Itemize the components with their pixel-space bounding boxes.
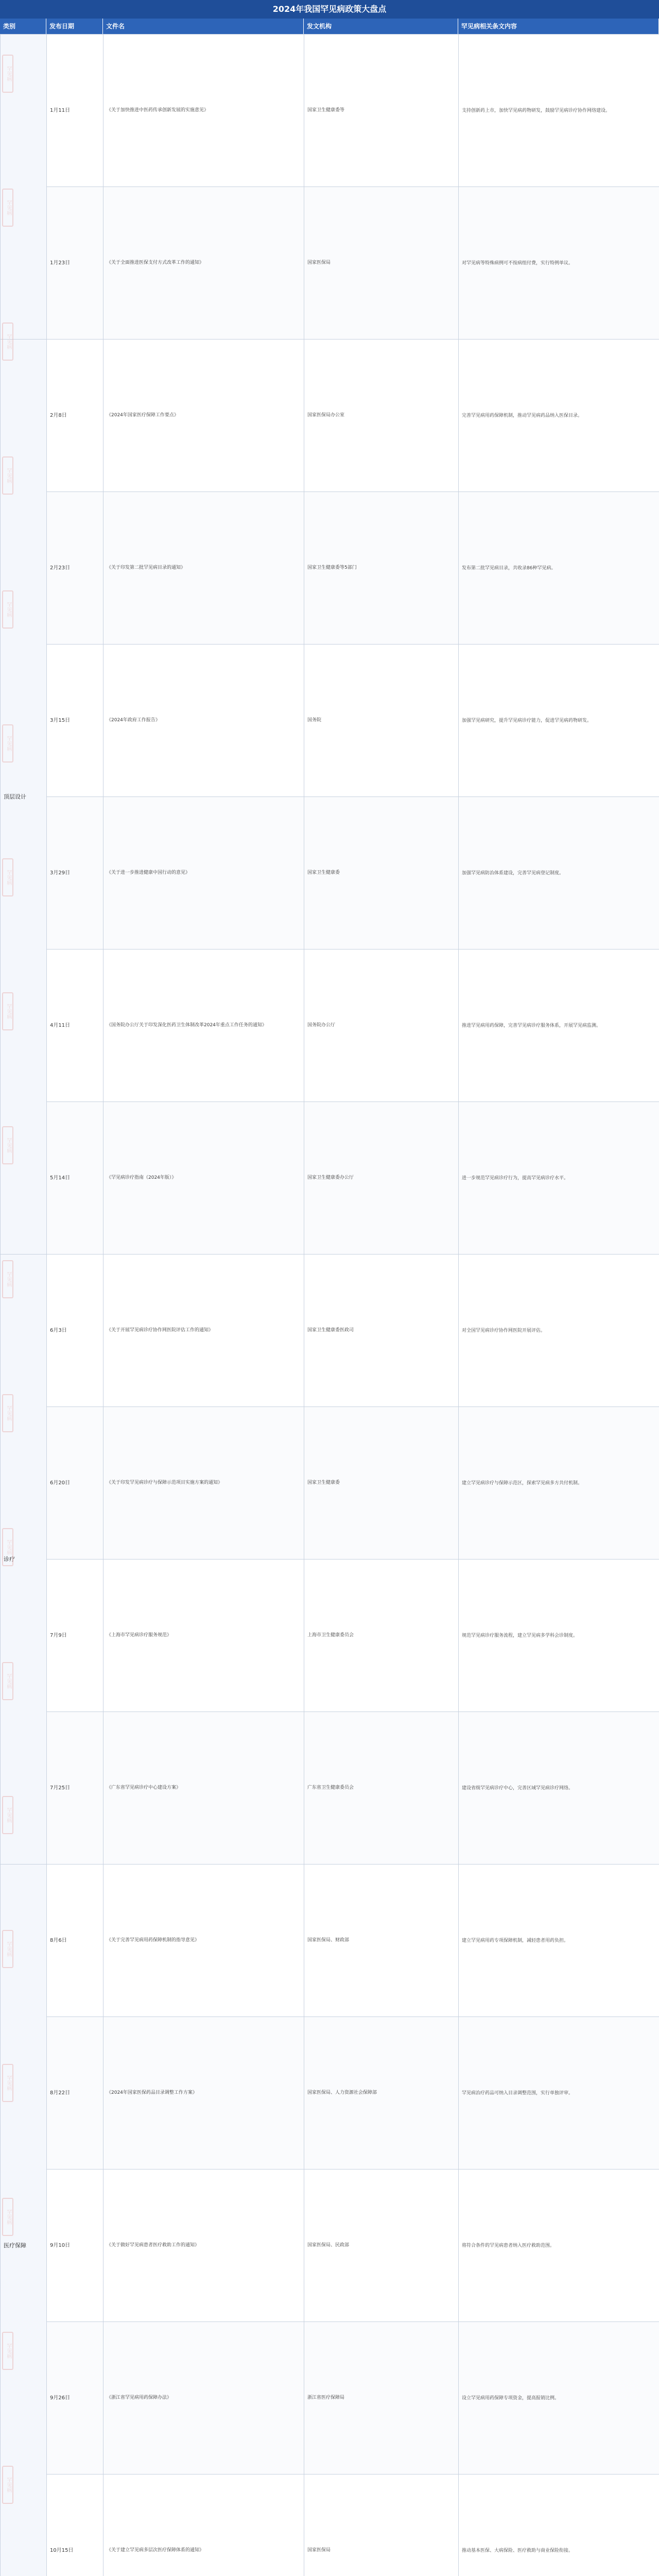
org-cell: 国家卫生健康委等5部门: [304, 492, 459, 645]
date-cell: 9月26日: [47, 2322, 103, 2475]
filename-cell: 《罕见病诊疗指南（2024年版）》: [103, 1102, 304, 1255]
header-category: 类别: [0, 19, 46, 34]
date-cell: 8月22日: [47, 2017, 103, 2170]
date-cell: 8月6日: [47, 1865, 103, 2017]
org-cell: 国家医保局、财政部: [304, 1865, 459, 2017]
content-cell: 推进罕见病用药保障，完善罕见病诊疗服务体系，开展罕见病监测。: [459, 950, 659, 1102]
watermark-stamp: 罕见病: [2, 1662, 13, 1700]
table-row: [1, 2322, 659, 2475]
table-row: [1, 2475, 659, 2576]
policy-table-body: [1, 35, 659, 2576]
table-row: [1, 1712, 659, 1865]
table-row: [1, 1255, 659, 1407]
watermark-stamp: 罕见病: [2, 2064, 13, 2102]
date-cell: 1月23日: [47, 187, 103, 340]
filename-cell: 《上海市罕见病诊疗服务规范》: [103, 1560, 304, 1712]
table-row: [1, 1560, 659, 1712]
content-cell: 规范罕见病诊疗服务流程，建立罕见病多学科会诊制度。: [459, 1560, 659, 1712]
filename-cell: 《关于完善罕见病用药保障机制的指导意见》: [103, 1865, 304, 2017]
org-cell: 广东省卫生健康委员会: [304, 1712, 459, 1865]
content-cell: 罕见病治疗药品可纳入目录调整范围，实行单独评审。: [459, 2017, 659, 2170]
category-cell: 顶层设计: [1, 340, 47, 1255]
watermark-stamp: 罕见病: [2, 2332, 13, 2370]
table-row: [1, 187, 659, 340]
category-cell: 诊疗: [1, 1255, 47, 1865]
org-cell: 上海市卫生健康委员会: [304, 1560, 459, 1712]
table-row: [1, 2017, 659, 2170]
content-cell: 加强罕见病防治体系建设，完善罕见病登记制度。: [459, 797, 659, 950]
watermark-stamp: 罕见病: [2, 2466, 13, 2504]
filename-cell: 《2024年政府工作报告》: [103, 645, 304, 797]
content-cell: 设立罕见病用药保障专项资金，提高报销比例。: [459, 2322, 659, 2475]
watermark-stamp: 罕见病: [2, 858, 13, 896]
watermark-stamp: 罕见病: [2, 1126, 13, 1164]
watermark-stamp: 罕见病: [2, 456, 13, 495]
filename-cell: 《2024年国家医疗保障工作要点》: [103, 340, 304, 492]
policy-table: [0, 34, 659, 2576]
filename-cell: 《关于印发罕见病诊疗与保障示范项目实施方案的通知》: [103, 1407, 304, 1560]
org-cell: 国家卫生健康委办公厅: [304, 1102, 459, 1255]
org-cell: 国家医保局: [304, 187, 459, 340]
watermark-stamp: 罕见病: [2, 1930, 13, 1968]
table-row: [1, 340, 659, 492]
date-cell: 3月15日: [47, 645, 103, 797]
org-cell: 国家卫生健康委: [304, 1407, 459, 1560]
content-cell: 进一步规范罕见病诊疗行为，提高罕见病诊疗水平。: [459, 1102, 659, 1255]
filename-cell: 《关于进一步推进健康中国行动的意见》: [103, 797, 304, 950]
filename-cell: 《关于建立罕见病多层次医疗保障体系的通知》: [103, 2475, 304, 2576]
table-row: [1, 492, 659, 645]
category-cell: [1, 35, 47, 340]
filename-cell: 《浙江省罕见病用药保障办法》: [103, 2322, 304, 2475]
header-org: 发文机构: [304, 19, 458, 34]
filename-cell: 《关于开展罕见病诊疗协作网医院评估工作的通知》: [103, 1255, 304, 1407]
watermark-stamp: 罕见病: [2, 992, 13, 1030]
filename-cell: 《关于印发第二批罕见病目录的通知》: [103, 492, 304, 645]
table-row: [1, 950, 659, 1102]
content-cell: 建立罕见病用药专项保障机制，减轻患者用药负担。: [459, 1865, 659, 2017]
watermark-stamp: 罕见病: [2, 2198, 13, 2236]
org-cell: 国家医保局、人力资源社会保障部: [304, 2017, 459, 2170]
table-row: [1, 1102, 659, 1255]
org-cell: 国家卫生健康委医政司: [304, 1255, 459, 1407]
content-cell: 支持创新药上市，加快罕见病药物研发，鼓励罕见病诊疗协作网络建设。: [459, 35, 659, 187]
org-cell: 国务院: [304, 645, 459, 797]
date-cell: 3月29日: [47, 797, 103, 950]
watermark-stamp: 罕见病: [2, 189, 13, 227]
filename-cell: 《关于加快推进中医药传承创新发展的实施意见》: [103, 35, 304, 187]
watermark-stamp: 罕见病: [2, 1796, 13, 1834]
watermark-stamp: 罕见病: [2, 1528, 13, 1566]
content-cell: 完善罕见病用药保障机制，推动罕见病药品纳入医保目录。: [459, 340, 659, 492]
table-row: [1, 35, 659, 187]
watermark-stamp: 罕见病: [2, 724, 13, 762]
category-cell: 医疗保障: [1, 1865, 47, 2576]
watermark-stamp: 罕见病: [2, 55, 13, 93]
table-row: [1, 1865, 659, 2017]
watermark-stamp: 罕见病: [2, 1394, 13, 1432]
watermark-stamp: 罕见病: [2, 1260, 13, 1298]
date-cell: 9月10日: [47, 2170, 103, 2322]
org-cell: 国家卫生健康委: [304, 797, 459, 950]
org-cell: 国家卫生健康委等: [304, 35, 459, 187]
table-header: [0, 19, 659, 34]
org-cell: 国家医保局: [304, 2475, 459, 2576]
header-date: 发布日期: [46, 19, 103, 34]
date-cell: 7月9日: [47, 1560, 103, 1712]
date-cell: 5月14日: [47, 1102, 103, 1255]
table-row: [1, 1407, 659, 1560]
date-cell: 6月20日: [47, 1407, 103, 1560]
watermark-stamp: 罕见病: [2, 323, 13, 361]
content-cell: 建立罕见病诊疗与保障示范区，探索罕见病多方共付机制。: [459, 1407, 659, 1560]
header-filename: 文件名: [103, 19, 304, 34]
date-cell: 7月25日: [47, 1712, 103, 1865]
content-cell: 对全国罕见病诊疗协作网医院开展评估。: [459, 1255, 659, 1407]
table-row: [1, 645, 659, 797]
org-cell: 国务院办公厅: [304, 950, 459, 1102]
org-cell: 浙江省医疗保障局: [304, 2322, 459, 2475]
date-cell: 4月11日: [47, 950, 103, 1102]
date-cell: 10月15日: [47, 2475, 103, 2576]
table-row: [1, 797, 659, 950]
filename-cell: 《广东省罕见病诊疗中心建设方案》: [103, 1712, 304, 1865]
content-cell: 发布第二批罕见病目录，共收录86种罕见病。: [459, 492, 659, 645]
filename-cell: 《关于做好罕见病患者医疗救助工作的通知》: [103, 2170, 304, 2322]
org-cell: 国家医保局、民政部: [304, 2170, 459, 2322]
date-cell: 1月11日: [47, 35, 103, 187]
content-cell: 加强罕见病研究，提升罕见病诊疗能力，促进罕见病药物研发。: [459, 645, 659, 797]
date-cell: 2月23日: [47, 492, 103, 645]
date-cell: 6月3日: [47, 1255, 103, 1407]
header-content: 罕见病相关条文内容: [458, 19, 659, 34]
filename-cell: 《2024年国家医保药品目录调整工作方案》: [103, 2017, 304, 2170]
filename-cell: 《关于全面推进医保支付方式改革工作的通知》: [103, 187, 304, 340]
filename-cell: 《国务院办公厅关于印发深化医药卫生体制改革2024年重点工作任务的通知》: [103, 950, 304, 1102]
content-cell: 对罕见病等特殊病例可不按病组付费，实行特例单议。: [459, 187, 659, 340]
content-cell: 建设省级罕见病诊疗中心，完善区域罕见病诊疗网络。: [459, 1712, 659, 1865]
table-row: [1, 2170, 659, 2322]
content-cell: 将符合条件的罕见病患者纳入医疗救助范围。: [459, 2170, 659, 2322]
content-cell: 推动基本医保、大病保险、医疗救助与商业保险衔接。: [459, 2475, 659, 2576]
watermark-stamp: 罕见病: [2, 590, 13, 629]
date-cell: 2月8日: [47, 340, 103, 492]
org-cell: 国家医保局办公室: [304, 340, 459, 492]
page-title: 2024年我国罕见病政策大盘点: [0, 0, 659, 19]
